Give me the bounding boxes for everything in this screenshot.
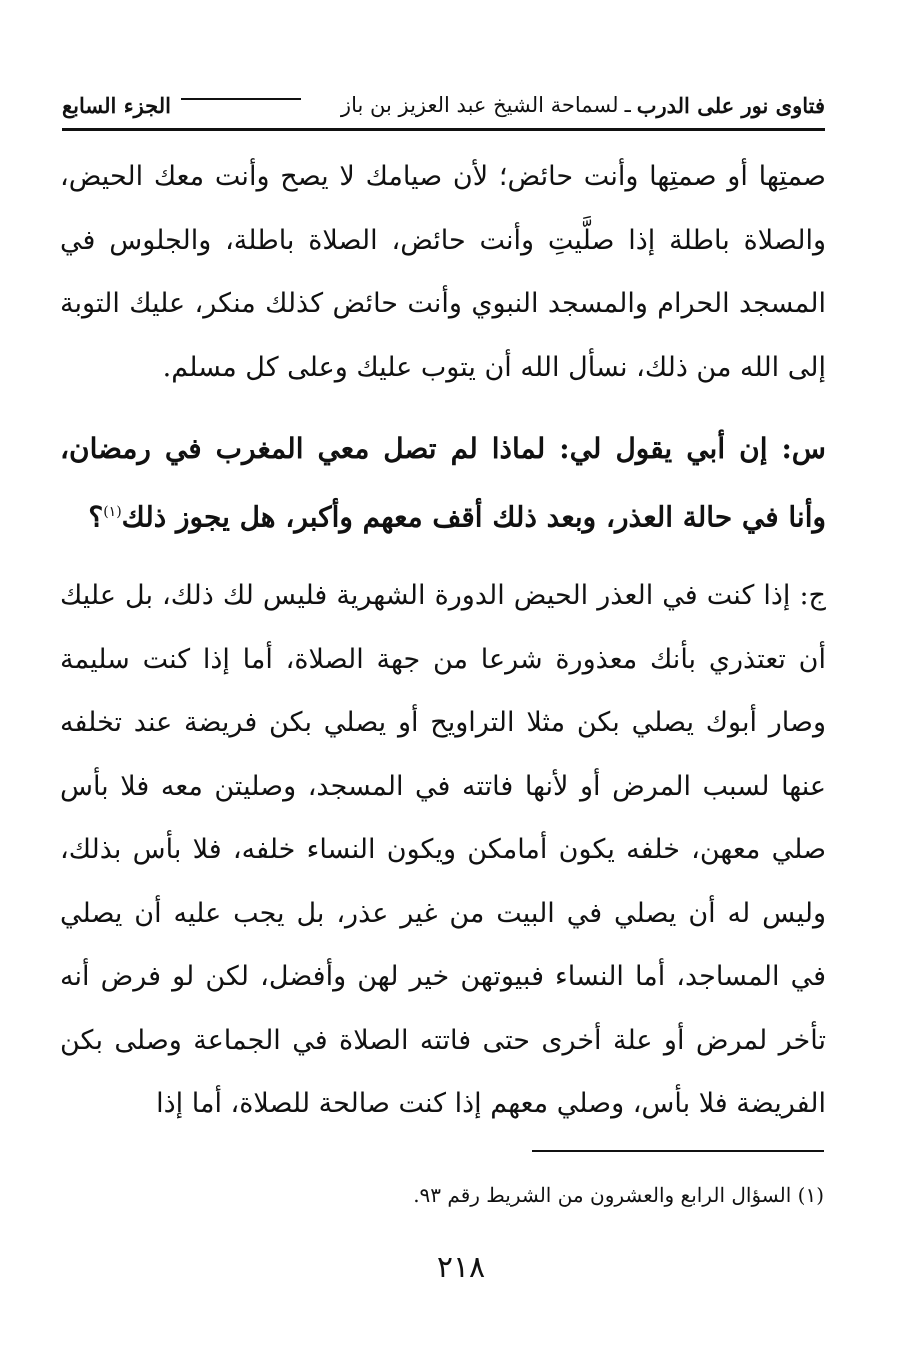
question-text: س: إن أبي يقول لي: لماذا لم تصل معي المغرب في رمضان، وأنا في حالة العذر، وبعد ذلك أقف معهم وأكبر، هل يجوز ذلك	[60, 432, 826, 533]
header-title-group	[341, 93, 825, 118]
footnote-text: (١) السؤال الرابع والعشرون من الشريط رقم ٩٣.	[413, 1183, 824, 1207]
header-separator: ـ	[624, 93, 631, 117]
footnote-reference: (١)	[103, 503, 122, 520]
intro-paragraph: صمتِها أو صمتِها وأنت حائض؛ لأن صيامك لا يصح وأنت معك الحيض، والصلاة باطلة إذا صلَّيتِ وأنت حائض، الصلاة باطلة، والجلوس في المسجد الحرام والمسجد النبوي وأنت حائض كذلك منكر، عليك التوبة إلى الله من ذلك، نسأل الله أن يتوب عليك وعلى كل مسلم.	[60, 161, 826, 383]
question-paragraph	[60, 417, 826, 548]
page-number: ٢١٨	[436, 1250, 486, 1285]
book-title: فتاوى نور على الدرب	[636, 92, 825, 118]
footnote-divider	[532, 1150, 824, 1152]
answer-paragraph: ج: إذا كنت في العذر الحيض الدورة الشهرية فليس لك ذلك، بل عليك أن تعتذري بأنك معذورة شرعا من جهة الصلاة، أما إذا كنت سليمة وصار أبوك يصلي بكن مثلا التراويح أو يصلي بكن فريضة عند تخلفه عنها لسبب المرض أو لأنها فاتته في المسجد، وصليتن معه فلا بأس صلي معهن، خلفه يكون أمامكن ويكون النساء خلفه، فلا بأس بذلك، وليس له أن يصلي في البيت من غير عذر، بل يجب عليه أن يصلي في المساجد، أما النساء فبيوتهن خير لهن وأفضل، لكن لو فرض أنه تأخر لمرض أو علة أخرى حتى فاتته الصلاة في الجماعة وصلى بكن الفريضة فلا بأس، وصلي معهم إذا كنت صالحة للصلاة، أما إذا	[60, 580, 826, 1120]
question-mark: ؟	[88, 499, 104, 533]
volume-label: الجزء السابع	[62, 92, 171, 118]
author-name: لسماحة الشيخ عبد العزيز بن باز	[340, 93, 619, 117]
page-body	[60, 145, 826, 1136]
header-volume-group	[62, 93, 311, 118]
running-header	[62, 82, 825, 131]
header-rule	[181, 98, 301, 100]
